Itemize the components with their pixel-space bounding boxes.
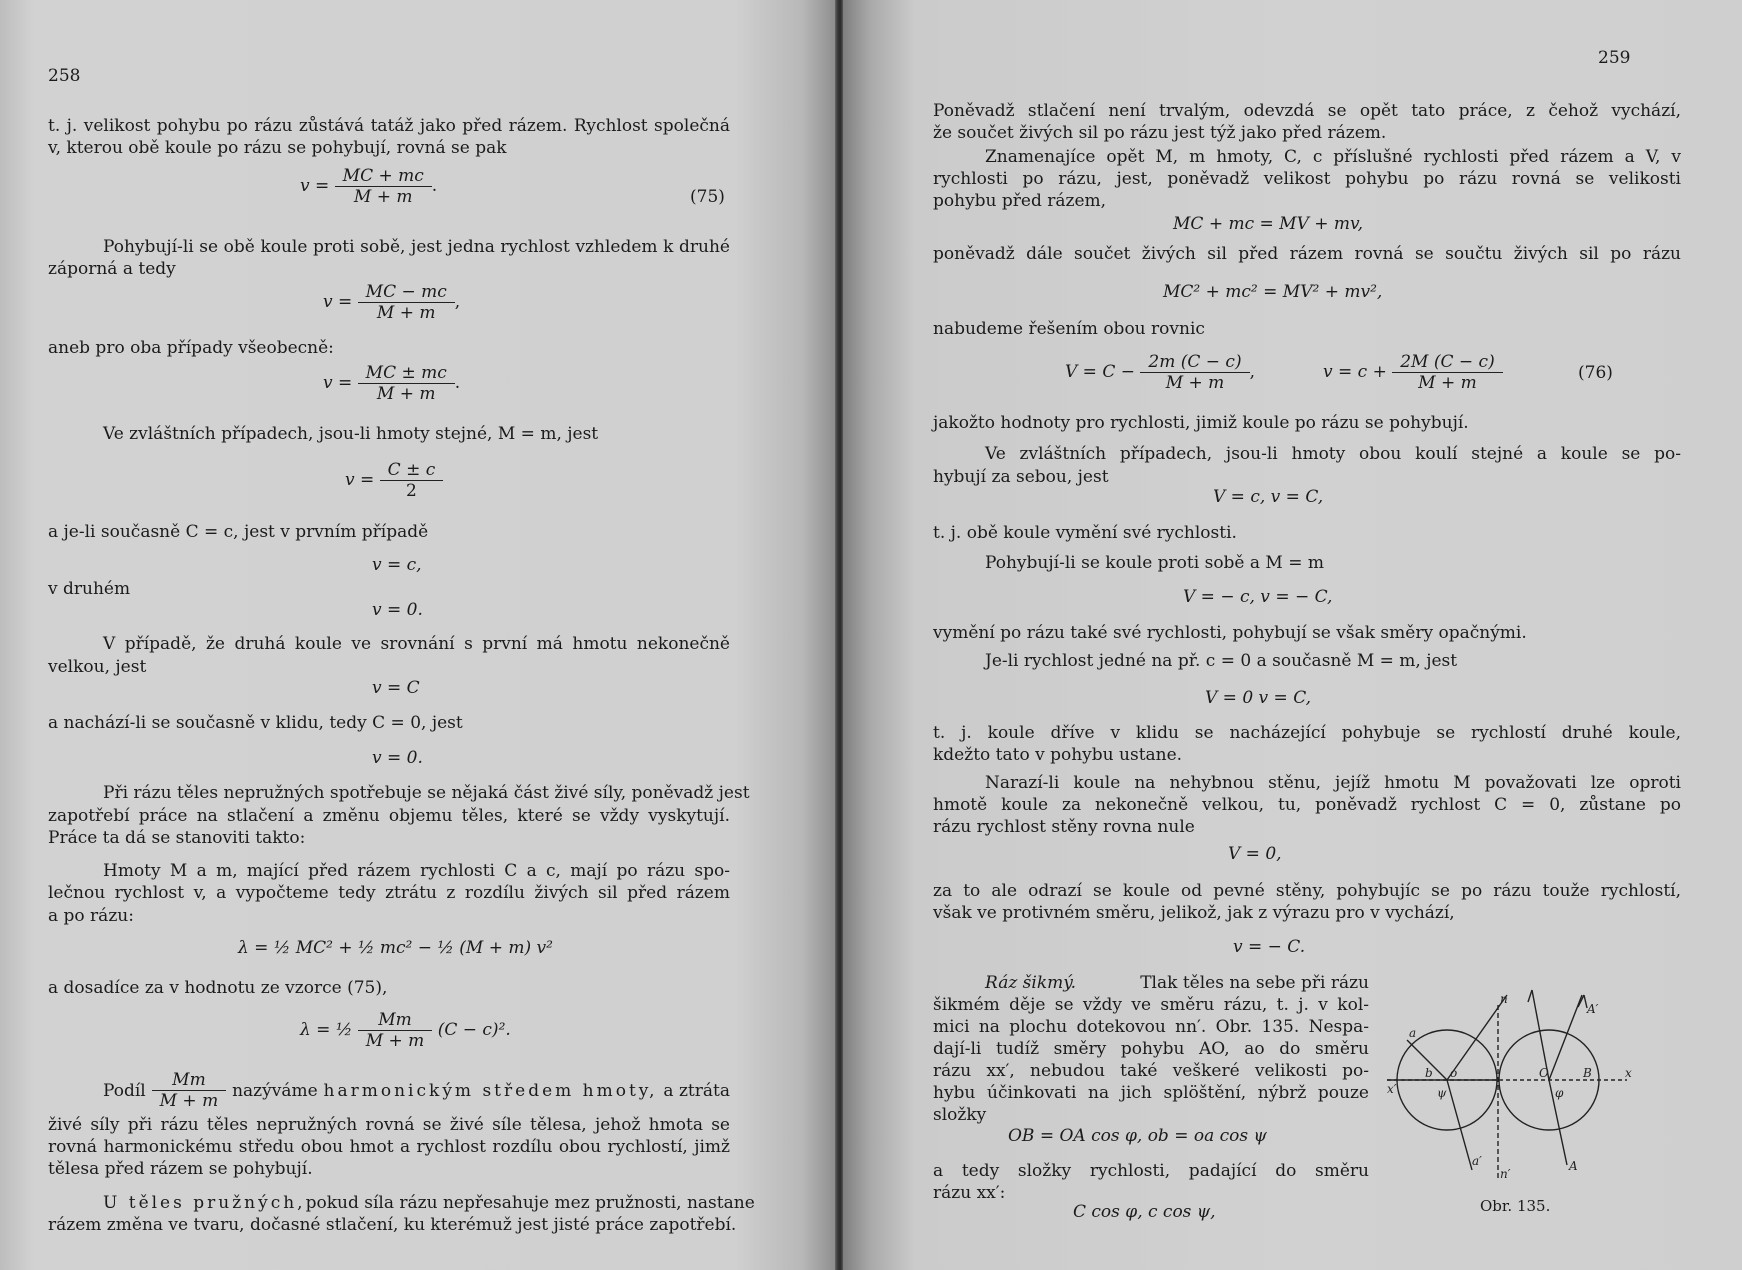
label-A-prime: A′ (1587, 1002, 1599, 1016)
numerator: MC ± mc (365, 363, 447, 383)
text-line (103, 1192, 755, 1214)
text-line: a je-li současně C = c, jest v prvním případě (48, 522, 429, 542)
fraction (152, 1070, 227, 1111)
equation: MC² + mc² = MV² + mv², (1163, 282, 1383, 302)
text-line: Je-li rychlost jedné na př. c = 0 a současně M = m, jest (985, 651, 1458, 671)
text-span: Tlak těles na sebe při rázu (1140, 973, 1369, 993)
text-line: rázem změna ve tvaru, dočasné stlačení, ku kterémuž jest jisté práce zapotřebí. (48, 1215, 737, 1235)
eq-lhs: v = c + (1323, 362, 1387, 382)
numerator: Mm (378, 1010, 412, 1030)
denominator: M + m (1140, 372, 1249, 393)
equation-tag: (75) (690, 187, 725, 207)
label-x: x (1625, 1066, 1632, 1080)
equation: OB = OA cos φ, ob = oa cos ψ (1008, 1126, 1267, 1146)
text-line: Poněvadž stlačení není trvalým, odevzdá se opět tato práce, z čehož vychází, (933, 101, 1681, 121)
equation-76a (1065, 352, 1255, 393)
figure-caption: Obr. 135. (1480, 1197, 1551, 1215)
text-line: Znamenajíce opět M, m hmoty, C, c příslušné rychlosti před rázem a V, v (985, 147, 1681, 167)
text-line: hybují za sebou, jest (933, 467, 1109, 487)
text-line: vymění po rázu také své rychlosti, pohybují se však směry opačnými. (933, 623, 1527, 643)
equation: V = 0 v = C, (1205, 688, 1312, 708)
eq-lhs: v = (300, 176, 330, 196)
text-line: Pohybují-li se koule proti sobě a M = m (985, 553, 1325, 573)
spaced-term: U těles pružných, (103, 1193, 306, 1213)
text-line: jakožto hodnoty pro rychlosti, jimiž koule po rázu se pohybují. (933, 413, 1469, 433)
numerator: C ± c (387, 460, 436, 480)
label-o: o (1450, 1066, 1458, 1080)
text-line: za to ale odrazí se koule od pevné stěny, pohybujíc se po rázu touže rychlostí, (933, 881, 1681, 901)
text-span: a ztráta (663, 1080, 730, 1101)
text-line: kdežto tato v pohybu ustane. (933, 745, 1183, 765)
equation (345, 460, 443, 501)
text-line: a dosadíce za v hodnotu ze vzorce (75), (48, 978, 388, 998)
label-a-prime: a′ (1472, 1154, 1482, 1168)
eq-lhs: V = C − (1065, 362, 1135, 382)
spaced-term: harmonickým středem hmoty, (323, 1080, 658, 1101)
label-phi: φ (1555, 1086, 1564, 1100)
equation: v = $\frac{MC - mc}{M + m}$ , (323, 282, 461, 323)
fraction (1392, 352, 1502, 393)
eq-lhs: v = (323, 292, 353, 312)
text-line: mici na plochu dotekovou nn′. Obr. 135. Nespa- (933, 1017, 1369, 1037)
text-line: tělesa před rázem se pohybují. (48, 1159, 313, 1179)
denominator: M + m (358, 1030, 433, 1051)
text-line: t. j. obě koule vymění své rychlosti. (933, 523, 1237, 543)
text-line: Ve zvláštních případech, jsou-li hmoty obou koulí stejné a koule se po- (985, 444, 1681, 464)
page-number-left: 258 (48, 66, 81, 86)
text-line: Hmoty M a m, mající před rázem rychlosti C a c, mají po rázu spo- (103, 861, 730, 881)
text-line: pohybu před rázem, (933, 191, 1107, 211)
numerator: MC + mc (342, 166, 424, 186)
text-line: rychlosti po rázu, jest, poněvadž velikost pohybu po rázu rovná se velikosti (933, 169, 1681, 189)
equation: λ = ½ MC² + ½ mc² − ½ (M + m) v² (238, 938, 553, 958)
text-line: a po rázu: (48, 906, 134, 926)
text-line: v druhém (48, 579, 131, 599)
text-line: hybu účinkovati na jich splöštění, nýbrž pouze (933, 1083, 1369, 1103)
text-line: že součet živých sil po rázu jest týž jako před rázem. (933, 123, 1387, 143)
numerator: 2M (C − c) (1400, 352, 1495, 372)
eq-lhs: λ = ½ (300, 1020, 353, 1040)
text-line: V případě, že druhá koule ve srovnání s první má hmotu nekonečně (103, 634, 730, 654)
numerator: 2m (C − c) (1148, 352, 1242, 372)
denominator: M + m (358, 383, 455, 404)
text-line: a nachází-li se současně v klidu, tedy C = 0, jest (48, 713, 463, 733)
text-line: lečnou rychlost v, a vypočteme tedy ztrátu z rozdílu živých sil před rázem (48, 883, 730, 903)
text-span: pokud síla rázu nepřesahuje mez pružnosti, nastane (305, 1193, 755, 1213)
text-line: rázu xx′, nebudou také veškeré velikosti po- (933, 1061, 1369, 1081)
fraction (1140, 352, 1249, 393)
fraction (358, 363, 455, 404)
equation: V = − c, v = − C, (1183, 587, 1333, 607)
eq-lhs: v = (345, 470, 375, 490)
equation: v = − C. (1233, 937, 1306, 957)
eq-rhs: (C − c)². (437, 1020, 511, 1040)
text-line: záporná a tedy (48, 259, 176, 279)
equation-76b (1323, 352, 1503, 393)
text-line: živé síly při rázu těles nepružných rovná se živé síle tělesa, jehož hmota se (48, 1115, 730, 1135)
eq-lhs: v = (323, 373, 353, 393)
label-n: n (1500, 992, 1508, 1006)
section-heading: Ráz šikmý. (985, 973, 1077, 993)
equation: V = 0, (1228, 844, 1282, 864)
equation-tag: (76) (1578, 363, 1613, 383)
text-line: t. j. velikost pohybu po rázu zůstává tatáž jako před rázem. Rychlost společná (48, 116, 730, 136)
denominator: M + m (1392, 372, 1502, 393)
text-line: šikmém děje se vždy ve směru rázu, t. j. v kol- (933, 995, 1369, 1015)
left-page (0, 0, 835, 1270)
fraction (358, 282, 455, 323)
text-span: nazýváme (232, 1080, 318, 1101)
line-OA-prime (1549, 995, 1582, 1080)
text-line: a tedy složky rychlosti, padající do směru (933, 1161, 1369, 1181)
equation: v = c, (372, 555, 422, 575)
numerator: MC − mc (365, 282, 447, 302)
equation: C cos φ, c cos ψ, (1073, 1202, 1216, 1222)
equation-75: v = $\frac{MC + mc}{M + m}$ . (300, 166, 438, 207)
fraction (358, 1010, 433, 1051)
fraction (380, 460, 444, 501)
separator: , (1249, 362, 1255, 382)
arrow-head (1528, 990, 1532, 1002)
text-line (985, 972, 1369, 994)
equation: v = 0. (372, 600, 423, 620)
text-line: Při rázu těles nepružných spotřebuje se nějaká část živé síly, poněvadž jest (103, 783, 750, 803)
label-b: b (1425, 1066, 1433, 1080)
page-number-right: 259 (1598, 48, 1631, 68)
label-A: A (1569, 1159, 1578, 1173)
label-x-prime: x′ (1387, 1082, 1397, 1096)
denominator: 2 (380, 480, 444, 501)
text-line: Práce ta dá se stanoviti takto: (48, 828, 306, 848)
text-line: však ve protivném směru, jelikož, jak z výrazu pro v vychází, (933, 903, 1455, 923)
fraction (335, 166, 432, 207)
text-line: aneb pro oba případy všeobecně: (48, 338, 334, 358)
equation: v = 0. (372, 748, 423, 768)
figure-135-diagram (1387, 985, 1647, 1195)
label-n-prime: n′ (1500, 1167, 1511, 1181)
text-line: poněvadž dále součet živých sil před rázem rovná se součtu živých sil po rázu (933, 244, 1681, 264)
text-line: rázu rychlost stěny rovna nule (933, 817, 1195, 837)
text-line: Ve zvláštních případech, jsou-li hmoty stejné, M = m, jest (103, 424, 599, 444)
text-line: nabudeme řešením obou rovnic (933, 319, 1205, 339)
text-line: složky (933, 1105, 987, 1125)
text-line: rovná harmonickému středu obou hmot a rychlost rozdílu obou rychlostí, jimž (48, 1137, 730, 1157)
text-line: hmotě koule za nekonečně velkou, tu, poněvadž rychlost C = 0, zůstane po (933, 795, 1681, 815)
label-psi: ψ (1437, 1086, 1447, 1100)
equation: V = c, v = C, (1213, 487, 1324, 507)
denominator: M + m (358, 302, 455, 323)
text-line: rázu xx′: (933, 1183, 1006, 1203)
text-line: dají-li tudíž směry pohybu AO, ao do směru (933, 1039, 1369, 1059)
equation: MC + mc = MV + mv, (1173, 214, 1364, 234)
text-line: t. j. koule dříve v klidu se nacházející pohybuje se rychlostí druhé koule, (933, 723, 1681, 743)
equation (300, 1010, 511, 1051)
numerator: Mm (172, 1070, 206, 1090)
text-line: zapotřebí práce na stlačení a změnu objemu těles, které se vždy vyskytují. (48, 806, 730, 826)
label-a: a (1409, 1026, 1417, 1040)
text-line: velkou, jest (48, 657, 147, 677)
equation: v = C (372, 678, 420, 698)
text-span: Podíl (103, 1080, 146, 1101)
text-line: Pohybují-li se obě koule proti sobě, jest jedna rychlost vzhledem k druhé (103, 237, 730, 257)
text-line: v, kterou obě koule po rázu se pohybují, rovná se pak (48, 138, 507, 158)
text-line: Narazí-li koule na nehybnou stěnu, jejíž hmotu M považovati lze oproti (985, 773, 1681, 793)
text-line (103, 1070, 730, 1111)
denominator: M + m (152, 1090, 227, 1111)
label-O: O (1539, 1066, 1549, 1080)
label-B: B (1583, 1066, 1592, 1080)
denominator: M + m (335, 186, 432, 207)
equation: v = $\frac{MC \pm mc}{M + m}$ . (323, 363, 461, 404)
